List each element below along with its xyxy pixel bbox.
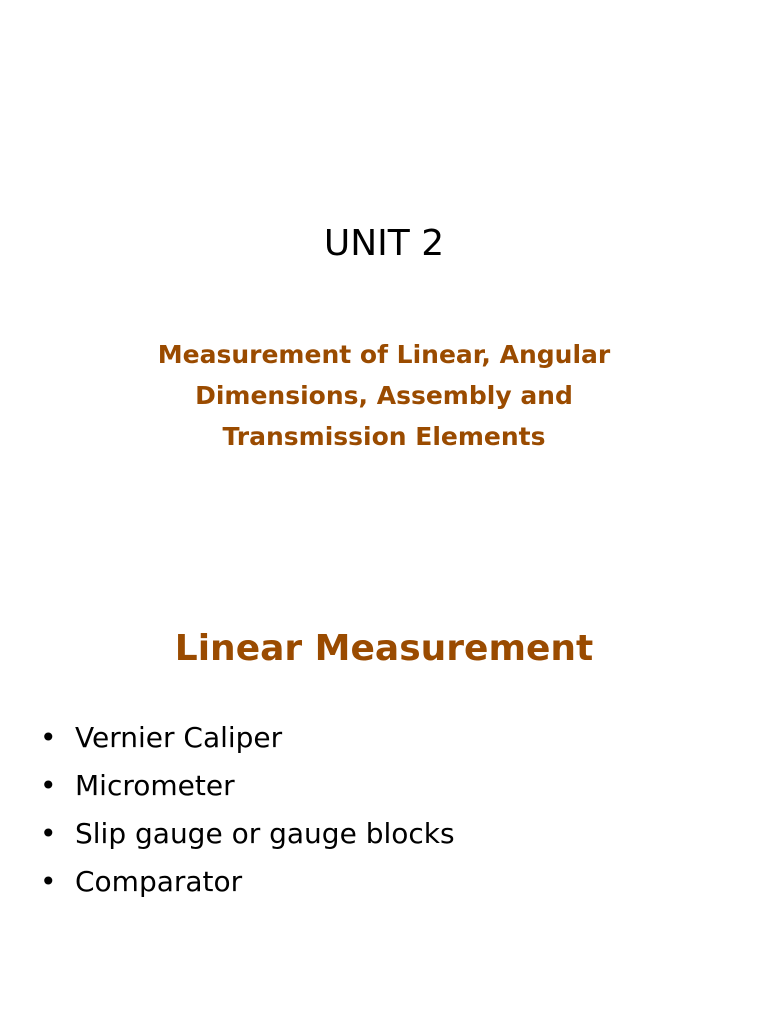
bullet-icon: • xyxy=(40,865,57,898)
bullet-icon: • xyxy=(40,721,57,754)
list-item xyxy=(40,762,720,810)
list-item-label: Vernier Caliper xyxy=(75,721,283,754)
list-item xyxy=(40,714,720,762)
list-item xyxy=(40,858,720,906)
list-item-label: Comparator xyxy=(75,865,243,898)
list-item-label: Slip gauge or gauge blocks xyxy=(75,817,455,850)
list-item-label: Micrometer xyxy=(75,769,235,802)
list-item xyxy=(40,810,720,858)
bullet-icon: • xyxy=(40,769,57,802)
bullet-list xyxy=(40,714,720,906)
section-heading: Linear Measurement xyxy=(174,628,594,669)
subtitle-line: Transmission Elements xyxy=(222,422,546,451)
unit-title: UNIT 2 xyxy=(323,223,445,264)
bullet-icon: • xyxy=(40,817,57,850)
subtitle-line: Measurement of Linear, Angular xyxy=(157,340,611,369)
unit-subtitle xyxy=(120,334,648,457)
subtitle-line: Dimensions, Assembly and xyxy=(195,381,573,410)
